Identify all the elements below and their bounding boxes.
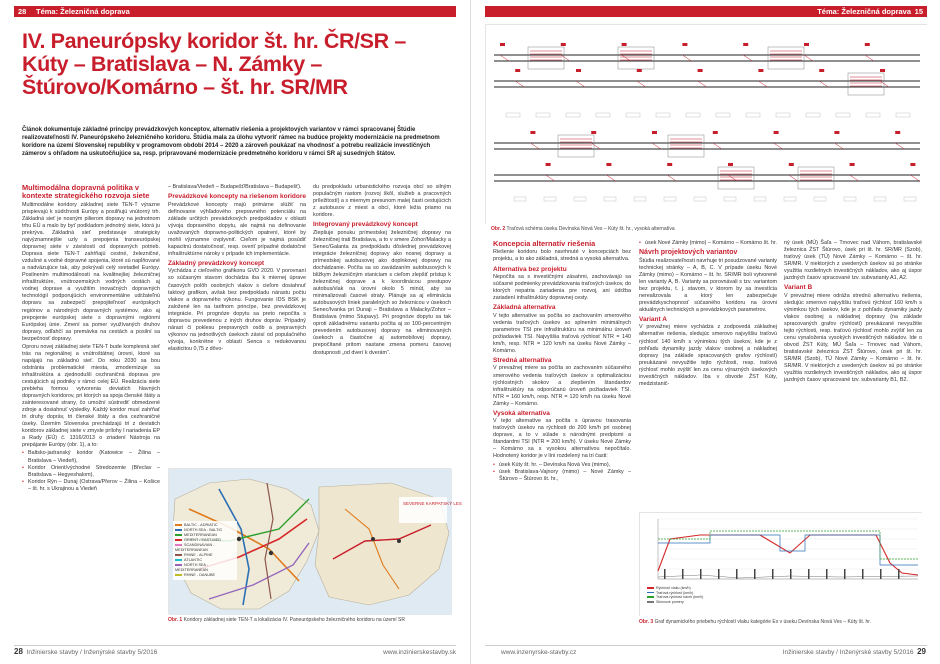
label-box <box>724 197 736 201</box>
heading-variant-a: Variant A <box>639 315 667 323</box>
label-box <box>566 113 580 117</box>
column-6 <box>784 240 922 508</box>
list-item: • Koridor Rýn – Dunaj (Ostrava/Přerov – Žilina – Košice – št. hr. s Ukrajinou a Viedeň <box>22 479 160 493</box>
legend-swatch <box>647 592 654 594</box>
figure-3-caption <box>639 619 922 625</box>
legend-swatch <box>175 544 182 546</box>
col5-paragraph-1: Štúdia realizovateľnosti navrhuje tri posudzované varianty technickej stránky – A, B, C. V prípade úseku Nové Zámky (mimo) – Komárno – št. hr. SR/MR boli vytvorené len varianty A, B. Varianty sa porovnávali s tzv. variantom bez projektu, t. j. stavom, v ktorom by sa investícia nerealizovala a ktorý len zabezpečuje prevádzkyschopnosť súčasného koridoru na úrovni aktuálnych technických a prevádzkových parametrov. <box>639 257 777 313</box>
left-header-page-num: 28 <box>18 7 27 16</box>
map-legend <box>173 521 237 580</box>
figure-2-caption <box>491 226 921 232</box>
label-box <box>656 113 670 117</box>
label-box <box>514 197 526 201</box>
article-lead: Článok dokumentuje základné princípy prevádzkových konceptov, alternatív riešenia a projektových variantov v rámci spracovanej Štúdie realizovateľnosti IV. Paneurópskeho železničného koridoru. Štúdia mala za úlohu vytvoriť rámec na budúce projekty modernizácie na predmetnom koridore na území Slovenskej republiky v programovom období 2014 – 2020 a zároveň poukázať na vhodnosť a potrebu realizácie investičných zámerov s ohľadom na uskutočňujúce sa, resp. pripravované modernizácie predmetného koridoru v rámci SR aj susedných štátov. <box>22 127 440 157</box>
right-page <box>470 0 940 664</box>
heading-alternatives: Koncepcia alternatív riešenia <box>493 239 596 248</box>
track-scheme-drawing <box>486 25 928 225</box>
article-title: IV. Paneurópsky koridor št. hr. ČR/SR – Kúty – Bratislava – N. Zámky – Štúrovo/Komárno – št. hr. SR/MR <box>22 29 406 99</box>
signal <box>774 131 779 134</box>
col1-paragraph-1: Multimodálne koridory základnej siete TEN-T výrazne prispievajú k súdržnosti Európy a posilňujú vnútorný trh. Základná sieť je nosným pilierom dopravy na jednotnom trhu EÚ a malo by byť podkladom jednotný siete, ktorá ju prekrýva. Základná sieť predstavuje strategicky najvýznamnejšie uzly a prepojenia transeurópskej dopravnej siete v závislosti od dopravných potrieb. Doprava siete TEN-T zahŕňajú cestné, železničné, vzdušné a vodné dopravné spojenia, ktoré sú napĺňované a nadväzujúce tak, aby pokrývali celý svetadiel Európy. Posilnením multimodálnosti na kvalitnejšej železničnej infraštruktúre, vnútrozemských vodných cestách aj vodnej doprave a využitím inovačných dopravných technológií podporujúcich environmentálne udržateľnú dopravu sa zabezpečí prepojiteľnosť európskych regiónov a národných dopravných systémov, ako aj prepojenie európskej siete s dopravnými regiónmi Európskej únie. Zmení sa pomer využívaných druhov dopravy, odľahčí sa premávka na cestách a posilní sa bezpečnosť dopravy. <box>22 201 160 342</box>
label-box <box>686 113 700 117</box>
list-item: • Baltsko-jadranský koridor (Katowice – Žilina – Bratislava – Viedeň), <box>22 450 160 464</box>
label-box <box>874 197 886 201</box>
label-box <box>754 197 766 201</box>
signal <box>515 69 520 72</box>
label-box <box>536 113 550 117</box>
inset-label: SEVERNE KARPATSKÝ LES <box>403 501 462 506</box>
right-header-page-num: 15 <box>914 7 923 16</box>
milepost <box>718 569 720 579</box>
label-box <box>866 113 880 117</box>
legend-swatch <box>647 587 654 589</box>
label-box <box>574 197 586 201</box>
signal <box>728 163 733 166</box>
signal <box>652 131 657 134</box>
signal <box>865 43 870 46</box>
signal <box>561 43 566 46</box>
label-box <box>806 113 820 117</box>
left-footer-rule <box>14 645 456 646</box>
milepost <box>700 569 702 579</box>
legend-swatch <box>175 529 182 531</box>
legend-swatch <box>175 554 182 556</box>
list-item: • úsek Bratislava-Vajnory (mimo) – Nové Zámky – Štúrovo – Štúrovo št. hr., <box>493 469 631 483</box>
col4-paragraph-4: V prevažnej miere sa počíta so zachovaním súčasného smerového vedenia traťových úsekov s optimalizáciou rýchlostných skokov a zlepšením štandardov infraštruktúry na odporúčanú úroveň požiadaviek TSI. NTR = 160 km/h, resp. NTR = 120 km/h na úseku Nové Zámky – Komárno. <box>493 365 631 407</box>
milepost <box>880 569 882 579</box>
label-box <box>776 113 790 117</box>
figure-2-label: Obr. 2 <box>491 226 506 232</box>
heading-no-project: Alternatíva bez projektu <box>493 265 567 273</box>
column-2 <box>168 184 306 462</box>
legend-entry: BALTIC - ADRIATIC <box>175 523 235 528</box>
label-box <box>896 113 910 117</box>
corridor-list <box>22 450 160 492</box>
right-footer-rule <box>485 645 927 646</box>
figure-1-label: Obr. 1 <box>168 617 183 623</box>
left-footer-page-num: 28 <box>14 647 23 656</box>
label-box <box>844 197 856 201</box>
figure-1-caption <box>168 617 451 623</box>
signal <box>758 69 763 72</box>
col4-paragraph-3: V tejto alternatíve sa počíta so zachovaním smerového vedenia traťových úsekov so splnením minimálnych parametrov TSI pre infraštruktúru na minimálnu úroveň požiadaviek TSI. Najvyššia traťová rýchlosť NTR = 140 km/h, resp. NTR = 120 km/h na úseku Nové Zámky – Komárno. <box>493 312 631 354</box>
label-box <box>664 197 676 201</box>
signal <box>713 131 718 134</box>
column-3 <box>313 184 451 462</box>
left-header-bar <box>14 6 456 17</box>
right-header-section: Téma: Železničná doprava <box>817 7 911 16</box>
signal <box>698 69 703 72</box>
left-header-section: Téma: Železničná doprava <box>36 7 130 16</box>
right-footer-page-num: 29 <box>917 647 926 656</box>
milepost <box>664 569 666 579</box>
left-footer-url[interactable]: www.inzinierskestavby.sk <box>383 649 456 656</box>
section-list-cont <box>639 240 777 247</box>
signal <box>500 43 505 46</box>
col3-paragraph-1: du predpokladu urbanistického rozvoja obcí so silným populačným rastom (rozvoj škôl, služieb a pracovných príležitostí) a s miernym presunom malej časti cestujúcich z autobusov z miest a obcí, ktoré ležia priamo na koridore. <box>313 184 451 219</box>
figure-3-speed-graph <box>639 512 922 616</box>
legend-entry: NORTH SEA - MEDITERRANEAN <box>175 563 209 572</box>
list-item: • Koridor Orient/východné Stredozemie (Břeclav – Bratislava – Hegyeshalom), <box>22 465 160 479</box>
col6-paragraph-1: ný úsek (MÚ) Šaľa – Trnovec nad Váhom, bratislavské železnica ŽST Štúrovo, úsek pri št. hr. SR/MR (Szob), traťový úsek (TÚ) Nové Zámky – Komárno – št. hr. SR/MR. V niektorých z uvedených úsekov sú po stránke využitia rozdielnych investičných nákladov, ako aj úspor jazdných časov spracované tzv. subvarianty A1, A2. <box>784 240 922 282</box>
col6-paragraph-2: V prevažnej miere odráža strednú alternatívu riešenia, sledujúc smerovo najvyššiu traťovú rýchlosť 160 km/h s výnimkou tých úsekov, kde je z pohľadu dynamiky jazdy vlakov osobnej a nákladnej dopravy (na základe spracovaných grafov rýchlostí) preukázané nevyužitie tejto rýchlosti, resp. traťovú rýchlosť mohlo zvýšiť len za cenu vynaloženia vysokých investičných nákladov. Ide o obvod ŽST Kúty, MÚ Šaľa – Trnovec nad Váhom, bratislavské železnica ŽST Štúrovo, úsek pri št. hr. SR/MR (Szob), TÚ Nové Zámky – Komárno – št. hr. SR/MR. V niektorých z uvedených úsekov sú po stránke využitia rozdielnych investičných nákladov, ako aj úspor jazdných časov spracované tzv. subvarianty B1, B2. <box>784 292 922 384</box>
milepost <box>736 569 738 579</box>
label-box <box>716 113 730 117</box>
label-box <box>694 197 706 201</box>
label-box <box>904 197 916 201</box>
legend-entry: ATLANTIC <box>175 558 235 563</box>
figure-3-caption-text: Graf dynamického priebehu rýchlostí vlaku kategórie Ex v úseku Devínska Nová Ves – Kúty št. hr. <box>654 619 872 625</box>
legend-swatch <box>175 559 182 561</box>
signal <box>622 43 627 46</box>
signal <box>895 131 900 134</box>
left-footer <box>14 647 157 656</box>
right-footer <box>783 647 926 656</box>
legend-entry: NORTH SEA - BALTIC <box>175 528 235 533</box>
signal <box>591 131 596 134</box>
legend-swatch <box>175 574 182 576</box>
left-footer-magazine: Inžinierske stavby / Inženýrské stavby 5/2016 <box>26 649 158 656</box>
label-box <box>814 197 826 201</box>
heading-operating-concepts: Prevádzkové koncepty na riešenom koridore <box>168 193 306 201</box>
heading-basic-concept: Základný prevádzkový koncept <box>168 259 265 267</box>
signal <box>880 69 885 72</box>
heading-integrated-concept: Integrovaný prevádzkový koncept <box>313 221 418 229</box>
signal <box>576 69 581 72</box>
col4-paragraph-5: V tejto alternatíve sa počíta s úpravou trasovania traťových úsekov na rýchlosti do 200 km/h pri osobnej doprave, a to v súlade s národnými predpismi a štandardmi TSI (NTR = 200 km/h). V úseku Nové Zámky – Komárno sa s vysokou alternatívou nepočítalo. Hodnotený koridor je v líni rozdelený na tri časti: <box>493 418 631 460</box>
col4-paragraph-2: Nepočíta sa s investičnými zásahmi, zachovávajú sa súčasné podmienky prevádzkovania traťových úsekov, do ktorých nepatria zariadenia pre rozvoj, ani údržba zariadení infraštruktúry dopravnej cesty. <box>493 274 631 302</box>
column-1 <box>22 184 160 636</box>
col1-paragraph-2: Oproru novej základnej siete TEN-T bude komplexná sieť trás na regionálnej a vnútroštátnej úrovni, ktoré sa napájajú na základnú sieť. Do roku 2030 sa bou odstránia problematické miesta, zmodernizuje sa infraštruktúra a zjednodušli cezhraničná doprava pre cestujúcich aj podniky v rámci celej EÚ. Realizácia siete prebieha formou vytvorenia deviatich hlavných dopravných koridorov, pri ktorých sa spoja členské štáty a zainteresované strany, čo umožní sústrediť obmedzené zdroje a dosiahnuť výsledky. Každý koridor musí zahŕňať tri druhy dopráv, tri členské štáty a dva cezhraničné úseky. Územím Slovenska prechádzajú tri z deviatich koridorov základnej siete v zmysle prílohy I nariadenia EP a Rady (EÚ) č. 1316/2013 o zriadení Nástroja na prepájanie Európy (obr. 1), a to: <box>22 343 160 449</box>
column-4 <box>493 240 631 640</box>
signal <box>667 163 672 166</box>
milepost <box>682 569 684 579</box>
left-footer-web[interactable] <box>383 649 456 656</box>
col4-paragraph-1: Riešenie koridoru bolo navrhnuté v koncepciách bez projektu, a to ako základná, stredná a vysoká alternatíva. <box>493 249 631 263</box>
legend-entry: Traťová rýchlosť (km/h) <box>647 591 735 596</box>
signal <box>637 69 642 72</box>
label-box <box>836 113 850 117</box>
milepost <box>844 569 846 579</box>
col2-paragraph-2: Vychádza z cieľového grafikonu GVD 2020. V porovnaní so súčasným stavom dochádza iba k miernej úprave časových polôh osobných vlakov s cieľom dosiahnuť taktový grafikon, avšak bez predpokladu nárastu počtu vlakov a dopravného výkonu. Fungovanie IDS BSK je založené len na tarifnom princípe, bez prevádzkovej integrácie. Pri prognóze dopytu sa preto nepočíta s dopravou prevedenou z iných druhov dopráv. Prípadný nárast či poklesu prepravných osôb a prepravných výkonov na jednotlivých úsekoch závisí od populačného vývoja, konkrétne v oblasti Senca s redukovanou elasticitou 0,75 z dôvo- <box>168 268 306 352</box>
milepost <box>826 569 828 579</box>
figure-1-map <box>168 468 462 614</box>
legend-entry: MEDITERRANEAN <box>175 533 235 538</box>
label-box <box>604 197 616 201</box>
milepost <box>790 569 792 579</box>
heading-project-variants: Návrh projektových variantov <box>639 249 738 257</box>
heading-medium-alternative: Stredná alternatíva <box>493 356 552 364</box>
label-box <box>634 197 646 201</box>
label-box <box>746 113 760 117</box>
legend-swatch <box>647 596 654 598</box>
figure-1-caption-text: Koridory základnej siete TEN-T a lokalizácia IV. Paneurópskeho železničného koridoru na území SR <box>183 617 405 623</box>
label-box <box>784 197 796 201</box>
figure-2-track-scheme <box>485 24 927 224</box>
signal <box>834 131 839 134</box>
right-footer-url[interactable]: www.inzenyrske-stavby.cz <box>501 649 577 656</box>
signal <box>819 69 824 72</box>
right-footer-web[interactable] <box>501 649 576 656</box>
label-box <box>626 113 640 117</box>
legend-swatch <box>175 539 182 541</box>
signal <box>804 43 809 46</box>
signal <box>606 163 611 166</box>
col2-continuation: – Bratislava/Viedeň – Budapešť/Bratislava – Budapešť). <box>168 184 302 190</box>
figure-2-caption-text: Traťová schéma úseku Devínska Nová Ves – Kúty št. hr., vysoká alternatíva <box>506 226 675 232</box>
right-header-bar <box>485 6 927 17</box>
heading-high-alternative: Vysoká alternatíva <box>493 409 550 417</box>
legend-entry: Sklonové pomery <box>647 600 735 605</box>
signal <box>743 43 748 46</box>
heading-multimodal: Multimodálna dopravná politika v kontexte strategického rozvoja siete <box>22 183 150 201</box>
figure-3-label: Obr. 3 <box>639 619 654 625</box>
label-box <box>596 113 610 117</box>
legend-entry: RHINE - ALPINE <box>175 553 235 558</box>
signal <box>789 163 794 166</box>
legend-swatch <box>175 524 182 526</box>
label-box <box>506 113 520 117</box>
legend-entry: Traťová rýchlosť návrh (km/h) <box>647 595 735 600</box>
milepost <box>808 569 810 579</box>
col2-paragraph-1: Prevádzkové koncepty majú primárne slúžiť na definovanie výhľadového prepravného potenciálu na základe určitých prevádzkových predpokladov v oblasti vývoja dopravného dopytu, ale najmä na definovanie uvažovaných dopravno-politických opatrení, ktoré by mohli významne ovplyvniť. Cieľom je najmä posúdiť kapacitnú dostatočnosť, resp. overiť prípadné dodatočné infraštruktúrne nároky v prípade ich implementácie. <box>168 201 306 257</box>
list-item: • úsek Kúty št. hr. – Devínska Nová Ves (mimo), <box>493 462 631 469</box>
speed-legend <box>646 585 736 605</box>
legend-entry: SCANDINAVIAN - MEDITERRANEAN <box>175 543 215 552</box>
legend-swatch <box>175 564 182 566</box>
milepost <box>898 569 900 579</box>
legend-entry: Rýchlosť vlaku (km/h) <box>647 586 735 591</box>
list-item: • úsek Nové Zámky (mimo) – Komárno – Komárno št. hr. <box>639 240 777 247</box>
heading-basic-alternative: Základná alternatíva <box>493 304 556 312</box>
label-box <box>544 197 556 201</box>
signal <box>910 163 915 166</box>
legend-swatch <box>647 601 654 603</box>
legend-swatch <box>175 534 182 536</box>
signal <box>850 163 855 166</box>
signal <box>546 163 551 166</box>
milepost <box>754 569 756 579</box>
col3-paragraph-2: Zlepšuje ponuku prímestskej železničnej dopravy na železničnej trati Bratislava, a to v smere Zohor/Malacky a Senec/Galanta za predpokladu dôslednej prevádzkovej integrácie železničnej dopravy ako nosnej dopravy a prímestskej autobusovej ako doplnkovej dopravy na dochádzanie. Počíta sa so zavádzaním autobusových k bližkym železničným staniciam s cieľom zlepšiť prístup k železničnej doprave a k koordinácou prestupov autobus/vlak na úrovni okolo 5 minút, aby sa minimalizovali časové straty. Plánuje sa aj eliminácia autobusových liniek paralelných so železnicou v úsekoch Senec/Ivanka pri Dunaji – Bratislava a Malacky/Zohor – Bratislava (mimo Stupavy). Pri prognóze dopytu sa tak oproti základnému variantu počíta aj so 100-percentným prevedením autobusovej dopravy na eliminovaných úsekoch a čiastočne aj automobilovej dopravy, prepočítané pritom nastane zmena pomeru časovej dostupnosti „od dverí k dverám“. <box>313 229 451 356</box>
milepost <box>862 569 864 579</box>
signal <box>530 131 535 134</box>
legend-entry: RHINE - DANUBE <box>175 573 235 578</box>
col5-paragraph-2: V prevažnej miere vychádza z zodpovedá základnej alternatíve riešenia, sledujúc smerovo najvyššiu traťovú rýchlosť 140 km/h s výnimkou tých úsekov, kde je z pohľadu dynamiky jazdy vlakov osobnej a nákladnej dopravy (na základe spracovaných grafov rýchlostí) preukázané nevyužitie tejto rýchlosti, resp. traťová rýchlosť mohlo zvýšiť len za cenu výrazných úsekových investičných nákladov. Iba v obvode ŽST Kúty, medzistanič- <box>639 324 777 387</box>
section-list <box>493 462 631 483</box>
signal <box>682 43 687 46</box>
right-footer-magazine: Inžinierske stavby / Inženýrské stavby 5/2016 <box>782 649 914 656</box>
milepost <box>772 569 774 579</box>
heading-variant-b: Variant B <box>784 284 813 292</box>
legend-entry: ORIENT / EAST-MED <box>175 538 235 543</box>
column-5 <box>639 240 777 508</box>
